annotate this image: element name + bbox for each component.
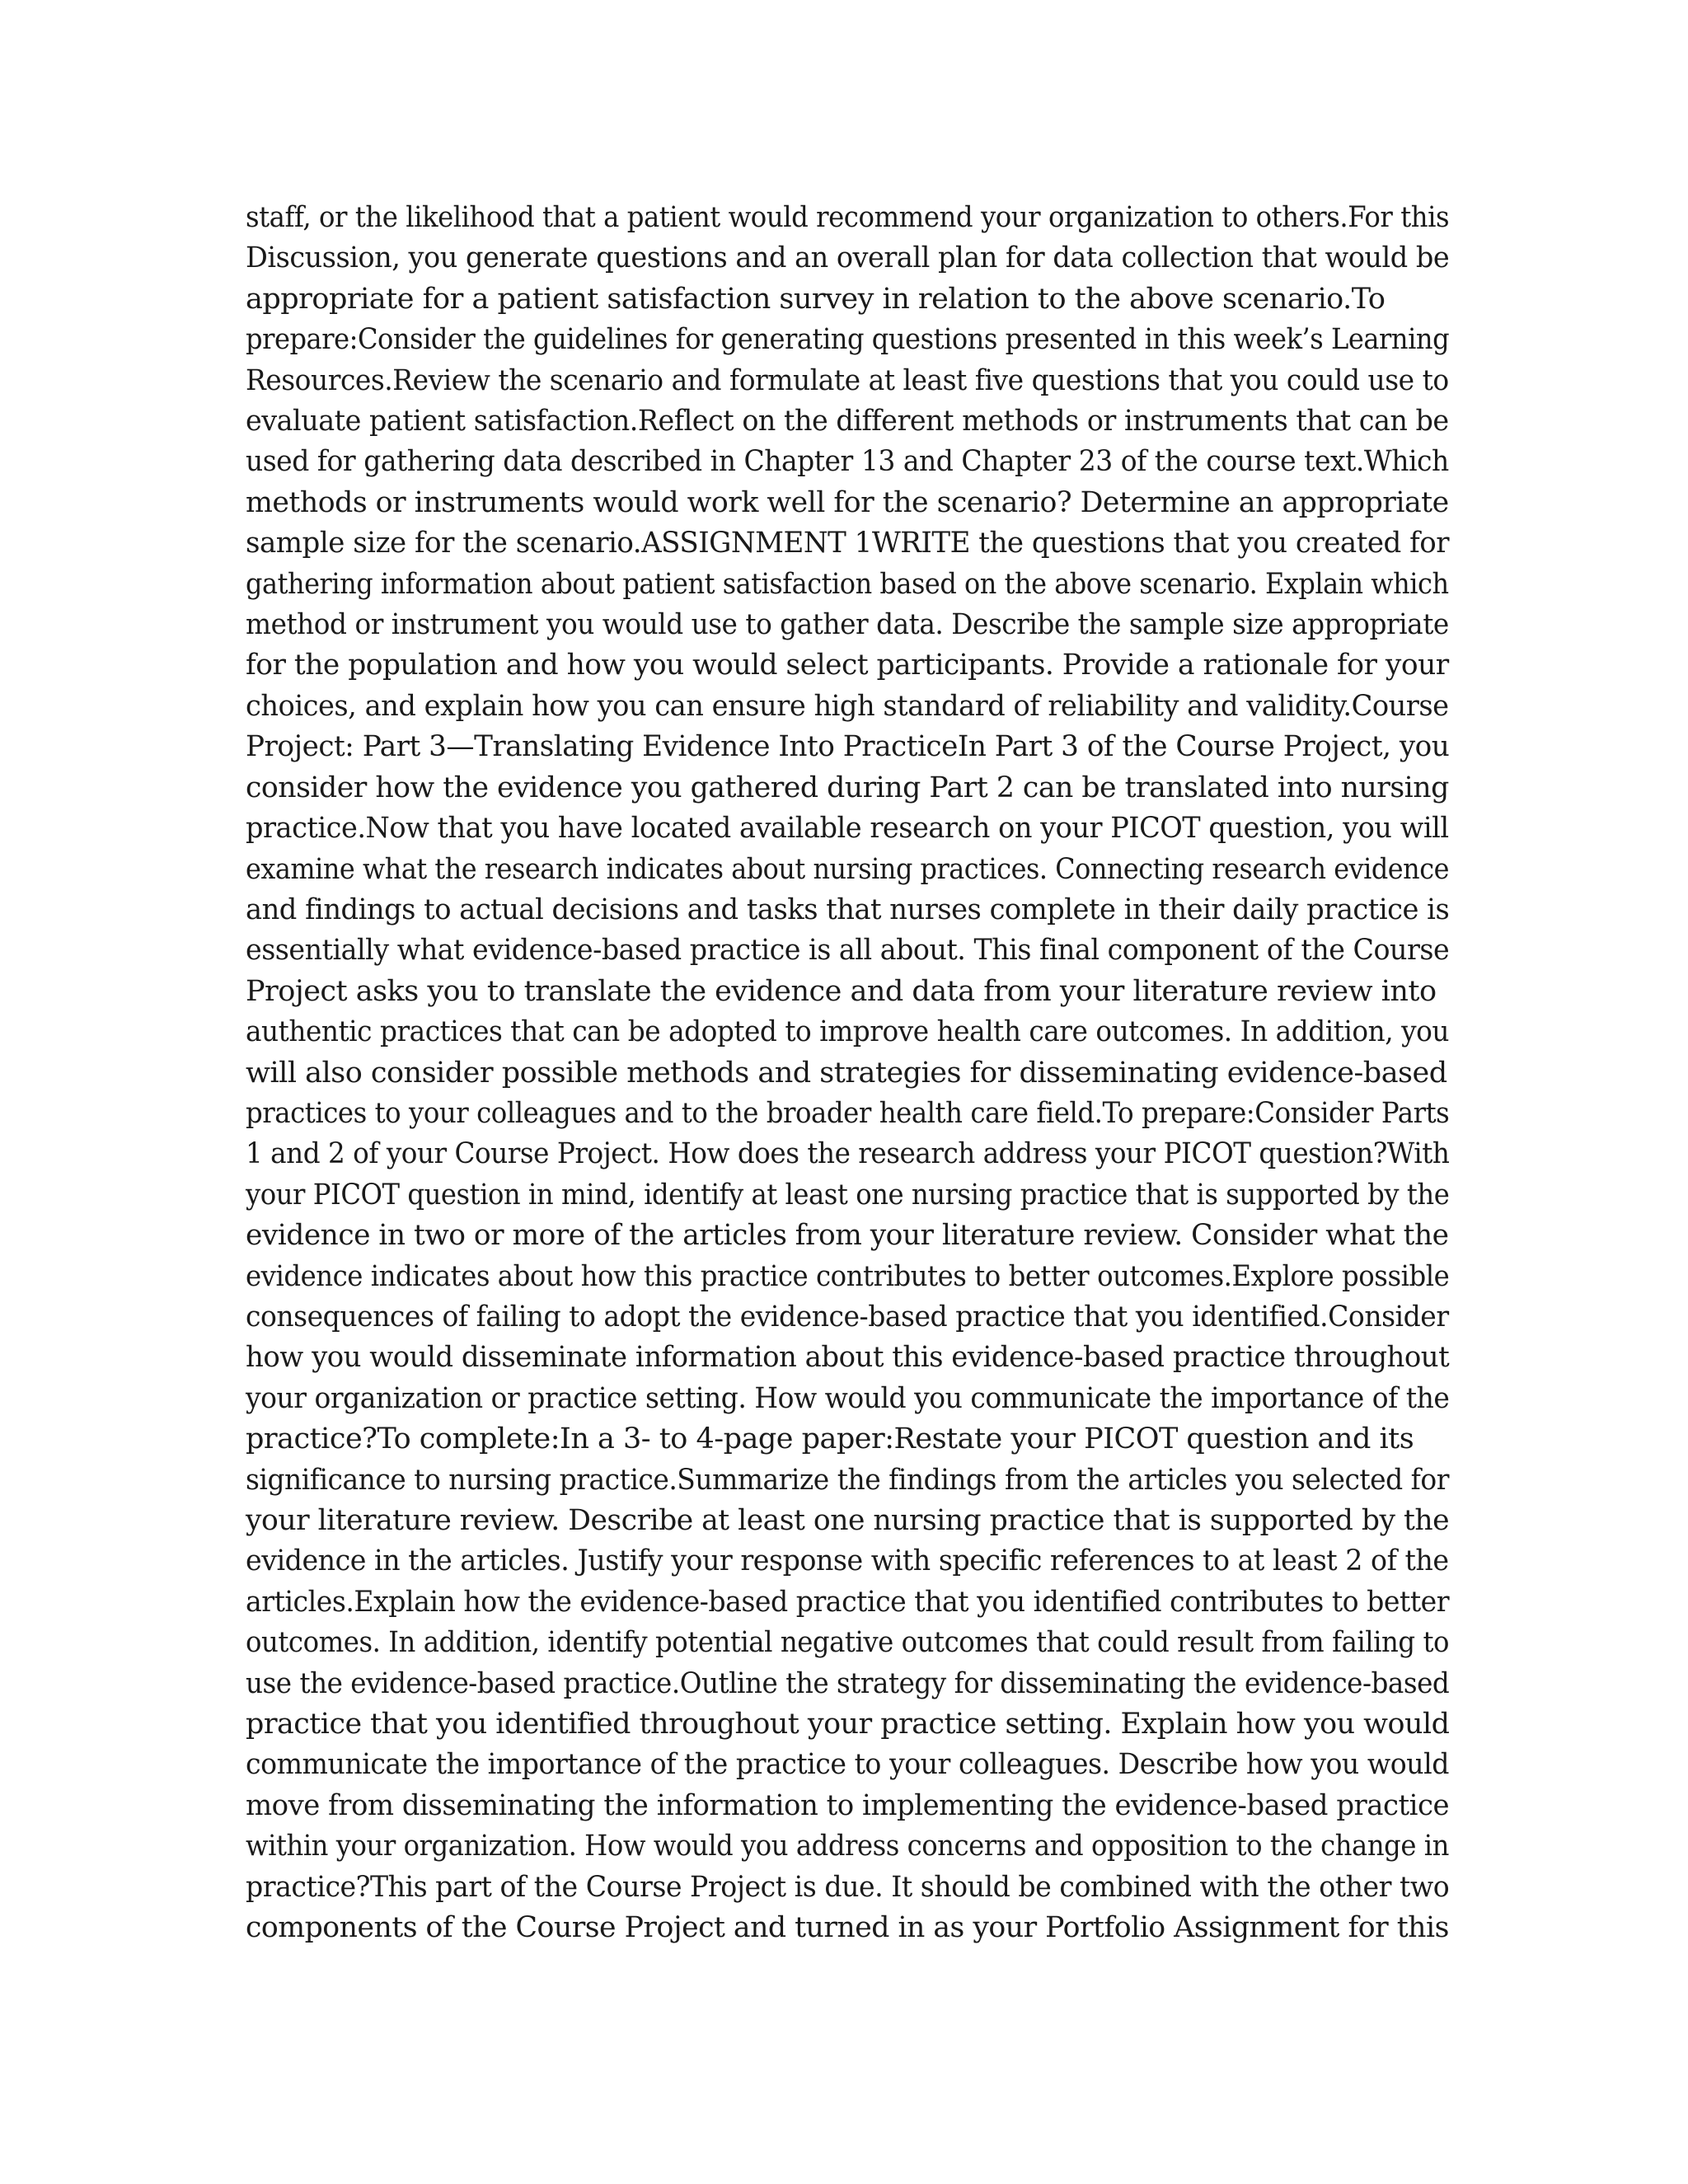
text-line: significance to nursing practice.Summarize the findings from the articles you selected for [246,1463,1449,1497]
text-line: Project asks you to translate the evidence and data from your literature review into [246,974,1437,1008]
text-line: used for gathering data described in Chapter 13 and Chapter 23 of the course text.Which [246,445,1449,479]
text-line: gathering information about patient satisfaction based on the above scenario. Explain which [246,567,1449,601]
text-line: use the evidence-based practice.Outline the strategy for disseminating the evidence-based [246,1666,1450,1700]
text-line: consequences of failing to adopt the evidence-based practice that you identified.Consider [246,1300,1449,1333]
text-line: practice that you identified throughout your practice setting. Explain how you would [246,1708,1450,1741]
text-line: sample size for the scenario.ASSIGNMENT 1WRITE the questions that you created for [246,527,1450,560]
text-line: and findings to actual decisions and tasks that nurses complete in their daily practice is [246,893,1450,926]
body-text [246,198,1449,1948]
text-line: outcomes. In addition, identify potential negative outcomes that could result from failing to [246,1626,1450,1660]
text-line: examine what the research indicates about nursing practices. Connecting research evidence [246,852,1449,886]
text-line: essentially what evidence-based practice is all about. This final component of the Course [246,934,1450,968]
text-line: will also consider possible methods and strategies for disseminating evidence-based [246,1056,1447,1090]
text-line: Resources.Review the scenario and formulate at least five questions that you could use to [246,363,1449,397]
text-line: staff, or the likelihood that a patient would recommend your organization to others.For this [246,201,1450,234]
text-line: evidence in the articles. Justify your response with specific references to at least 2 of the [246,1544,1449,1578]
text-line: practice.Now that you have located available research on your PICOT question, you will [246,812,1449,846]
text-line: your literature review. Describe at least one nursing practice that is supported by the [246,1504,1450,1537]
text-line: choices, and explain how you can ensure high standard of reliability and validity.Course [246,689,1449,723]
text-line: authentic practices that can be adopted to improve health care outcomes. In addition, you [246,1015,1450,1049]
text-line: methods or instruments would work well for the scenario? Determine an appropriate [246,485,1449,519]
text-line: practice?To complete:In a 3- to 4-page paper:Restate your PICOT question and its [246,1422,1414,1456]
text-line: within your organization. How would you address concerns and opposition to the change in [246,1830,1449,1863]
text-line: evidence indicates about how this practice contributes to better outcomes.Explore possible [246,1259,1450,1293]
text-line: consider how the evidence you gathered during Part 2 can be translated into nursing [246,771,1449,804]
text-line: Project: Part 3—Translating Evidence Into PracticeIn Part 3 of the Course Project, you [246,730,1450,764]
text-line: evidence in two or more of the articles from your literature review. Consider what the [246,1219,1449,1253]
text-line: 1 and 2 of your Course Project. How does the research address your PICOT question?With [246,1137,1450,1171]
text-line: how you would disseminate information about this evidence-based practice throughout [246,1341,1450,1375]
text-line: articles.Explain how the evidence-based practice that you identified contributes to better [246,1585,1450,1619]
text-line: for the population and how you would select participants. Provide a rationale for your [246,649,1449,682]
text-line: method or instrument you would use to gather data. Describe the sample size appropriate [246,608,1449,642]
text-line: practice?This part of the Course Project is due. It should be combined with the other two [246,1870,1450,1904]
text-line: practices to your colleagues and to the broader health care field.To prepare:Consider Parts [246,1096,1450,1130]
text-line: appropriate for a patient satisfaction survey in relation to the above scenario.To [246,282,1386,316]
text-line: communicate the importance of the practice to your colleagues. Describe how you would [246,1748,1449,1782]
text-line: evaluate patient satisfaction.Reflect on the different methods or instruments that can be [246,405,1449,438]
text-line: Discussion, you generate questions and an overall plan for data collection that would be [246,241,1450,275]
text-line: your organization or practice setting. How would you communicate the importance of the [246,1381,1450,1415]
text-line: prepare:Consider the guidelines for generating questions presented in this week’s Learning [246,323,1450,357]
text-line: move from disseminating the information to implementing the evidence-based practice [246,1788,1450,1822]
text-line: your PICOT question in mind, identify at least one nursing practice that is supported by the [246,1178,1450,1212]
text-line: components of the Course Project and turned in as your Portfolio Assignment for this [246,1911,1449,1945]
